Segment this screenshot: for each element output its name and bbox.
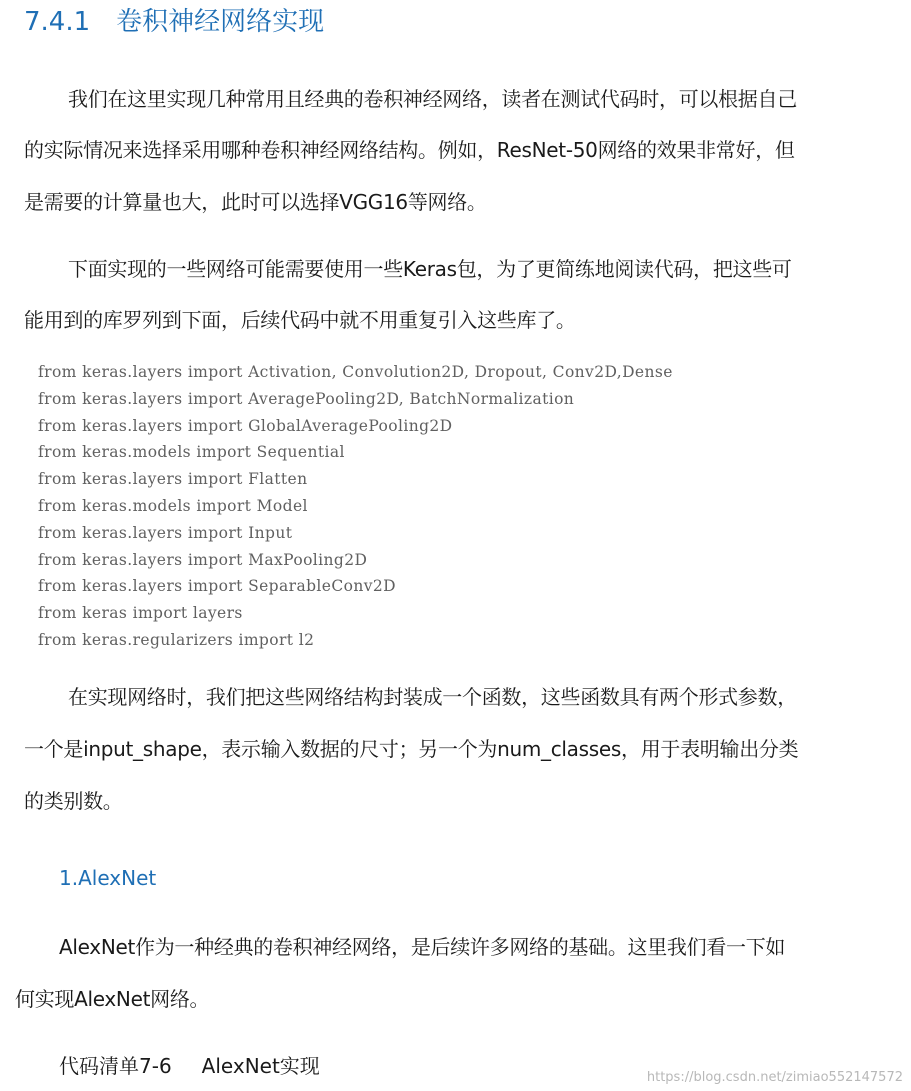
code-line: from keras.layers import Input bbox=[38, 523, 293, 542]
code-line: from keras import layers bbox=[38, 604, 243, 623]
section-title: 卷积神经网络实现 bbox=[116, 7, 325, 37]
watermark: https://blog.csdn.net/zimiao552147572 bbox=[646, 1070, 903, 1085]
code-line: from keras.layers import Activation, Convolution2D, Dropout, Conv2D,Dense bbox=[38, 363, 673, 381]
subsection-heading: 1.AlexNet bbox=[59, 866, 157, 890]
section-heading bbox=[24, 2, 324, 42]
code-line: from keras.models import Sequential bbox=[38, 443, 345, 462]
code-line: from keras.models import Model bbox=[38, 496, 308, 515]
paragraph-line: 下面实现的一些网络可能需要使用一些Keras包，为了更简练地阅读代码，把这些可 bbox=[68, 257, 792, 281]
code-line: from keras.layers import Flatten bbox=[38, 470, 308, 489]
code-line: from keras.layers import AveragePooling2D, BatchNormalization bbox=[38, 389, 575, 408]
paragraph-line: 的类别数。 bbox=[24, 789, 123, 813]
paragraph-line: 一个是input_shape，表示输入数据的尺寸；另一个为num_classes，用于表明输出分类 bbox=[24, 737, 799, 761]
code-line: from keras.layers import SeparableConv2D bbox=[38, 577, 396, 596]
paragraph-line: 的实际情况来选择采用哪种卷积神经网络结构。例如，ResNet-50网络的效果非常好，但 bbox=[24, 138, 795, 162]
paragraph-line: 我们在这里实现几种常用且经典的卷积神经网络，读者在测试代码时，可以根据自己 bbox=[68, 87, 797, 111]
caption-title: AlexNet实现 bbox=[201, 1054, 320, 1078]
caption-label: 代码清单7-6 bbox=[59, 1054, 172, 1078]
paragraph-line: 何实现AlexNet网络。 bbox=[15, 987, 210, 1011]
code-line: from keras.layers import MaxPooling2D bbox=[38, 550, 368, 569]
paragraph-line: 能用到的库罗列到下面，后续代码中就不用重复引入这些库了。 bbox=[24, 308, 576, 332]
code-line: from keras.regularizers import l2 bbox=[38, 630, 315, 649]
code-block bbox=[38, 359, 673, 654]
code-line: from keras.layers import GlobalAveragePooling2D bbox=[38, 416, 453, 435]
code-listing-caption bbox=[59, 1046, 320, 1086]
paragraph-line: 在实现网络时，我们把这些网络结构封装成一个函数，这些函数具有两个形式参数， bbox=[68, 685, 797, 709]
paragraph-line: 是需要的计算量也大，此时可以选择VGG16等网络。 bbox=[24, 190, 487, 214]
section-number: 7.4.1 bbox=[24, 7, 91, 37]
paragraph-line: AlexNet作为一种经典的卷积神经网络，是后续许多网络的基础。这里我们看一下如 bbox=[59, 935, 786, 959]
